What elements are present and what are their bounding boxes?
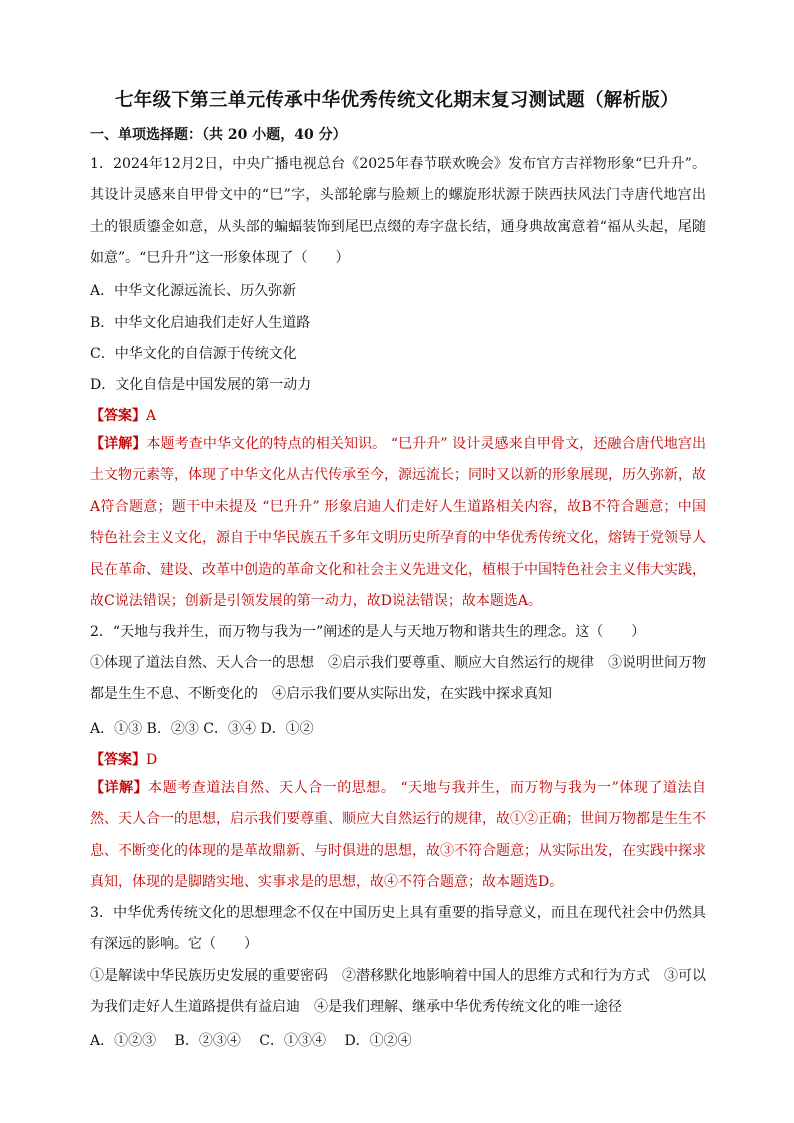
question-2-options: A．①③ B．②③ C．③④ D．①② (90, 721, 314, 737)
explain-label: 【详解】 (90, 436, 147, 452)
explain-text: 本题考查中华文化的特点的相关知识。 “巳升升” 设计灵感来自甲骨文，还融合唐代地宫出土文物元素等，体现了中华文化从古代传承至今，源远流长；同时又以新的形象展现，历久弥新，故A符合题意；题干中未提及 “巳升升” 形象启迪人们走好人生道路相关内容，故B不符合题意；中国特色社会主义文化，源自于中华民族五千多年文明历史所孕育的中华优秀传统文化，熔铸于党领导人民在革命、建设、改革中创造的革命文化和社会主义先进文化，植根于中国特色社会主义伟大实践，故C说法错误；创新是引领发展的第一动力，故D说法错误；故本题选A。 (90, 436, 706, 610)
answer-label: 【答案】 (90, 752, 146, 768)
explain-label: 【详解】 (90, 780, 149, 796)
answer-value: A (146, 408, 157, 424)
question-2-explanation (90, 773, 706, 899)
question-3-options: A．①②③ B．②③④ C．①③④ D．①②④ (90, 1033, 412, 1049)
question-1-explanation (90, 429, 706, 617)
question-1-option-c: C．中华文化的自信源于传统文化 (90, 346, 297, 362)
question-1-option-d: D．文化自信是中国发展的第一动力 (90, 377, 312, 393)
question-2-stem: 2．“天地与我并生，而万物与我为一”阐述的是人与天地万物和谐共生的理念。这（ ） (90, 624, 646, 640)
section-heading: 一、单项选择题：（共 20 小题，40 分） (90, 127, 347, 143)
answer-value: D (146, 752, 158, 768)
question-1-answer (90, 405, 156, 425)
page-title: 七年级下第三单元传承中华优秀传统文化期末复习测试题（解析版） (114, 90, 679, 111)
question-1-stem: 1．2024年12月2日，中央广播电视总台《2025年春节联欢晚会》发布官方吉祥物形象“巳升升”。其设计灵感来自甲骨文中的“巳”字，头部轮廓与脸颊上的螺旋形状源于陕西扶风法门寺唐代地宫出土的银质鎏金如意，从头部的蝙蝠装饰到尾巴点缀的寿字盘长结，通身典故寓意着“福从头起，尾随如意”。“巳升升”这一形象体现了（ ） (90, 156, 706, 267)
question-2-statements: ①体现了道法自然、天人合一的思想 ②启示我们要尊重、顺应大自然运行的规律 ③说明世间万物都是生生不息、不断变化的 ④启示我们要从实际出发，在实践中探求真知 (90, 655, 706, 703)
question-3-statements: ①是解读中华民族历史发展的重要密码 ②潜移默化地影响着中国人的思维方式和行为方式 ③可以为我们走好人生道路提供有益启迪 ④是我们理解、继承中华优秀传统文化的唯一途径 (90, 968, 706, 1016)
question-1-option-a: A．中华文化源远流长、历久弥新 (90, 283, 297, 299)
question-2-answer (90, 749, 157, 769)
question-3-stem: 3．中华优秀传统文化的思想理念不仅在中国历史上具有重要的指导意义，而且在现代社会中仍然具有深远的影响。它（ ） (90, 905, 706, 953)
answer-label: 【答案】 (90, 408, 146, 424)
question-1-option-b: B．中华文化启迪我们走好人生道路 (90, 315, 311, 331)
explain-text: 本题考查道法自然、天人合一的思想。 “天地与我并生，而万物与我为一”体现了道法自然、天人合一的思想，启示我们要尊重、顺应大自然运行的规律，故①②正确；世间万物都是生生不息、不断变化的体现的是革故鼎新、与时俱进的思想，故③不符合题意；从实际出发，在实践中探求真知，体现的是脚踏实地、实事求是的思想，故④不符合题意；故本题选D。 (90, 780, 707, 891)
